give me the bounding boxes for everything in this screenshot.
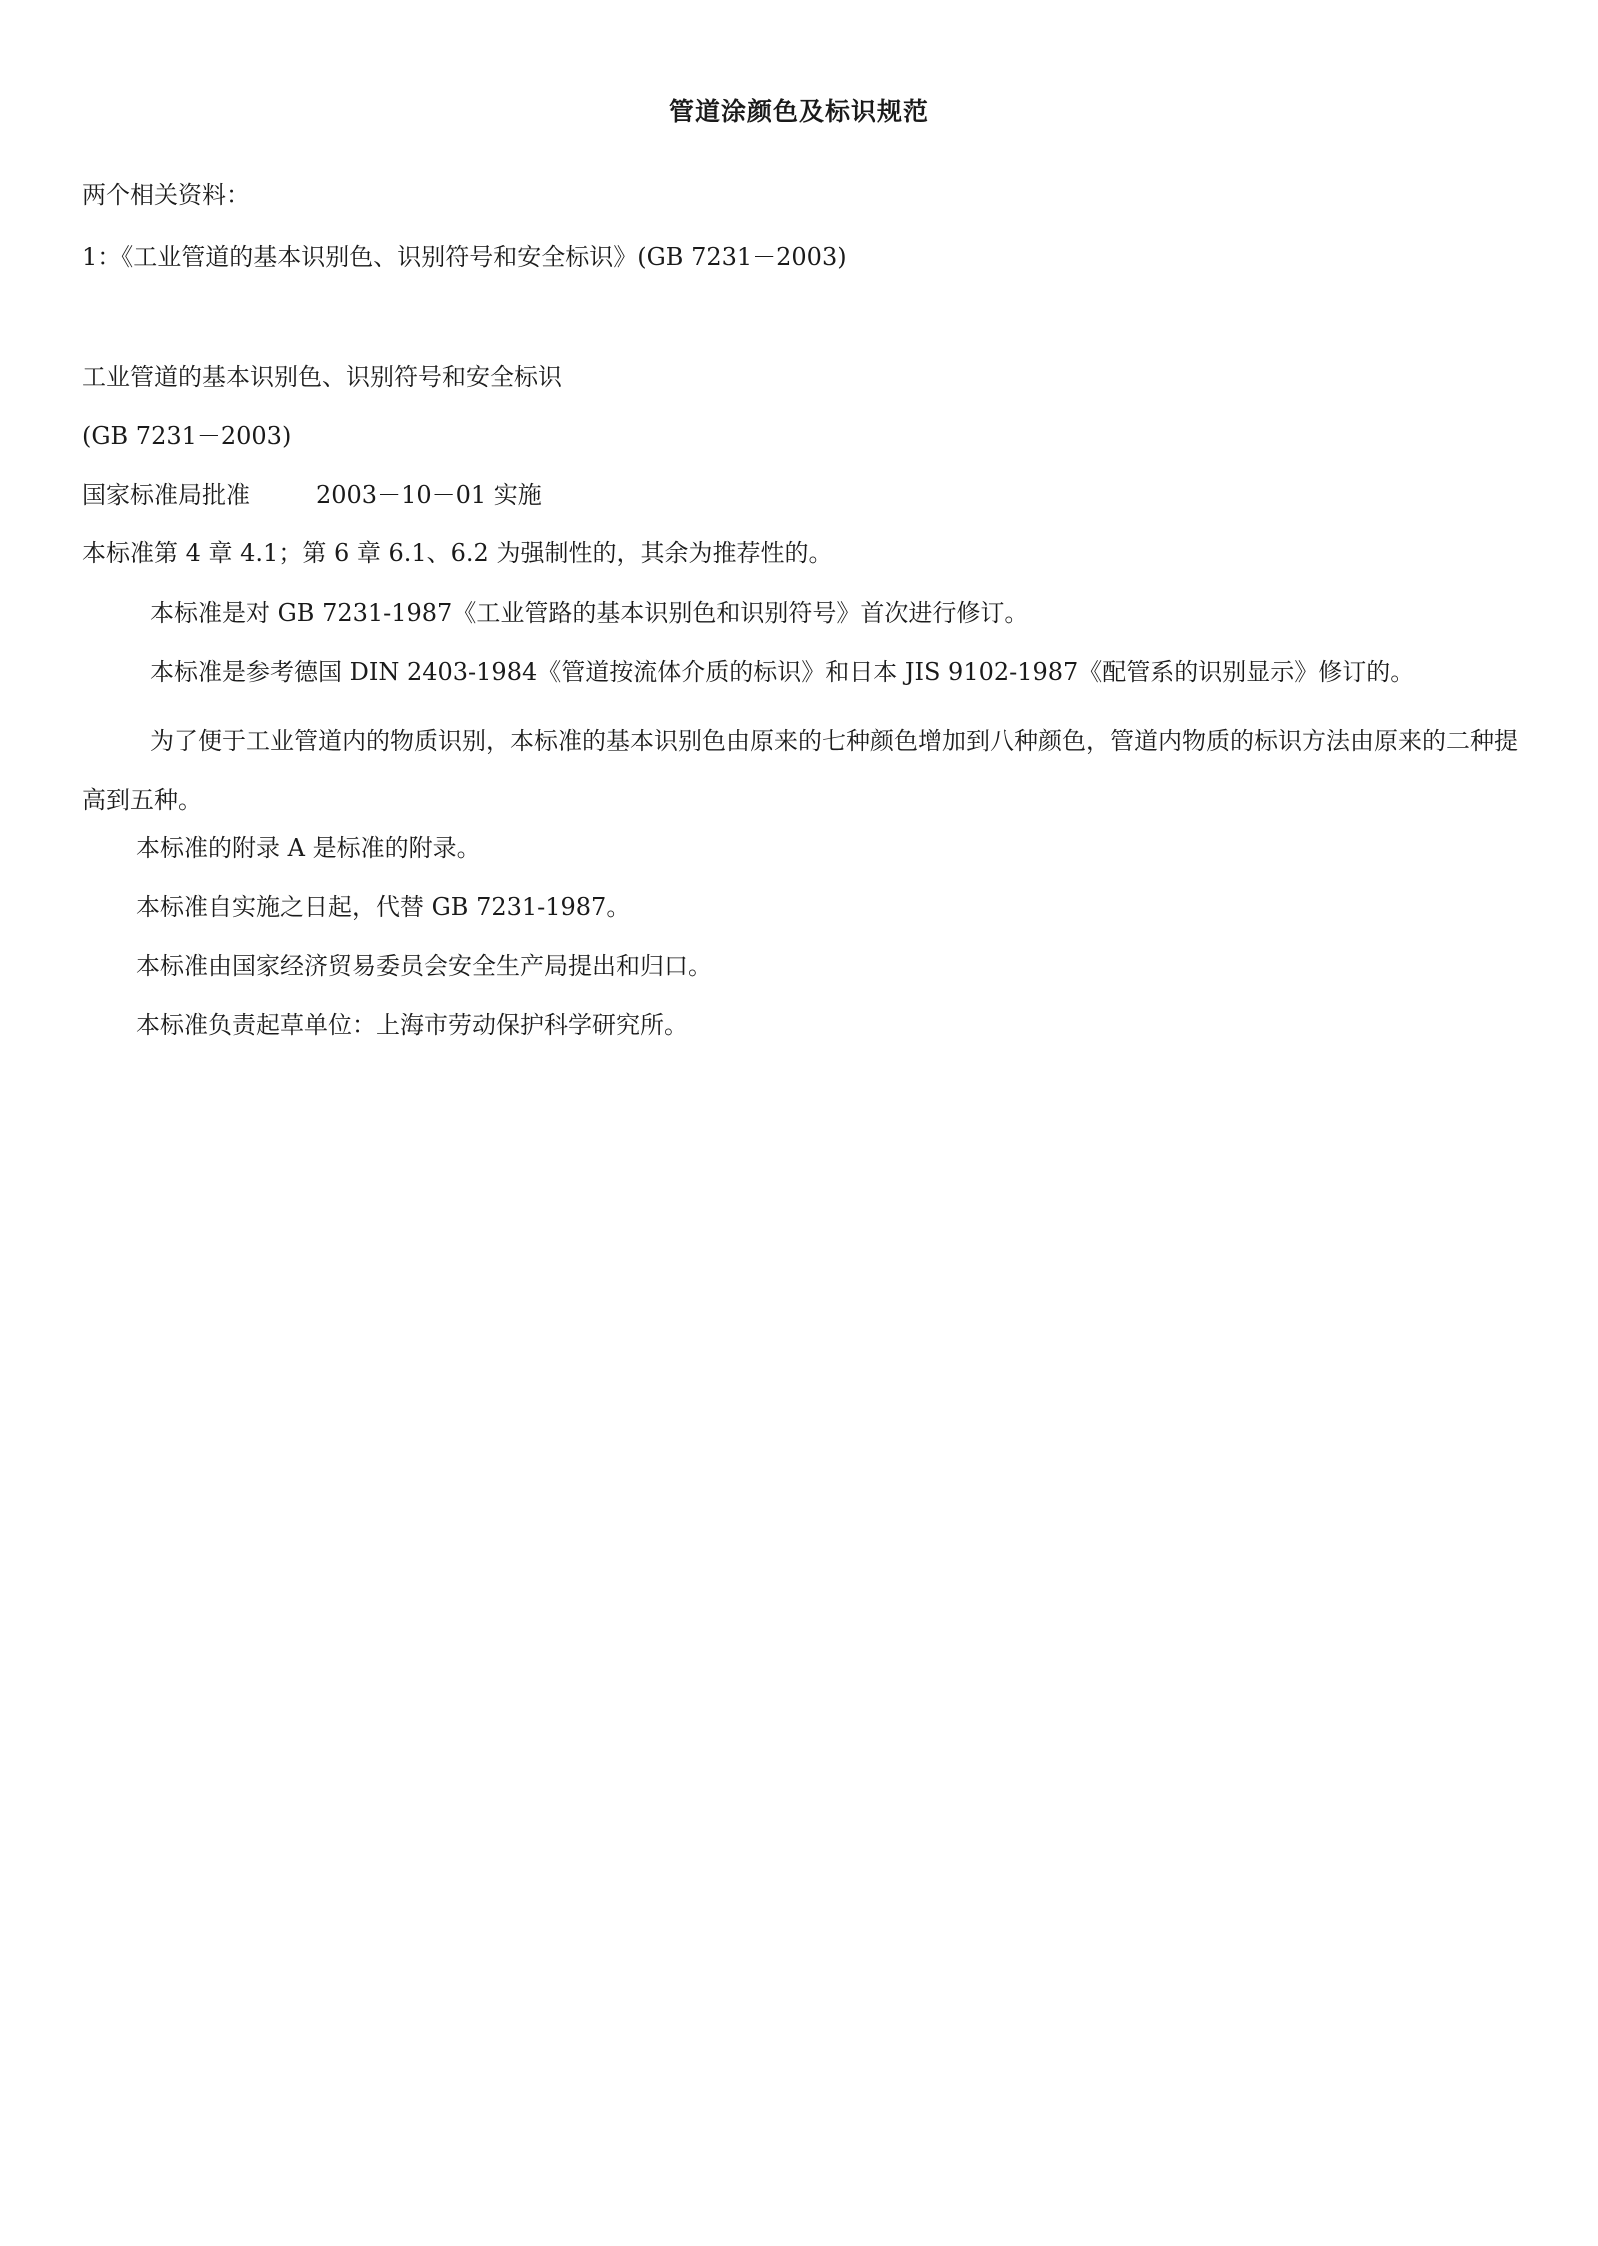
reference-paragraph: 本标准是参考德国 DIN 2403-1984《管道按流体介质的标识》和日本 JIS 9102-1987《配管系的识别显示》修订的。 bbox=[150, 658, 1415, 686]
purpose-paragraph: 为了便于工业管道内的物质识别，本标准的基本识别色由原来的七种颜色增加到八种颜色，管道内物质的标识方法由原来的二种提高到五种。 bbox=[82, 727, 1518, 814]
intro-line: 两个相关资料： bbox=[82, 181, 250, 209]
approval-authority: 国家标准局批准 bbox=[82, 481, 250, 509]
revision-paragraph: 本标准是对 GB 7231-1987《工业管路的基本识别色和识别符号》首次进行修订。 bbox=[150, 599, 1029, 627]
proposed-by-paragraph: 本标准由国家经济贸易委员会安全生产局提出和归口。 bbox=[136, 952, 712, 980]
approval-line bbox=[82, 478, 1522, 512]
reference-1: 1：《工业管道的基本识别色、识别符号和安全标识》(GB 7231－2003) bbox=[82, 243, 847, 271]
effective-date: 2003－10－01 实施 bbox=[316, 481, 542, 509]
standard-code: (GB 7231－2003) bbox=[82, 422, 292, 450]
drafter-paragraph: 本标准负责起草单位：上海市劳动保护科学研究所。 bbox=[136, 1011, 688, 1039]
standard-name: 工业管道的基本识别色、识别符号和安全标识 bbox=[82, 363, 562, 391]
appendix-paragraph: 本标准的附录 A 是标准的附录。 bbox=[136, 834, 481, 862]
replacement-paragraph: 本标准自实施之日起，代替 GB 7231-1987。 bbox=[136, 893, 631, 921]
mandatory-clause: 本标准第 4 章 4.1；第 6 章 6.1、6.2 为强制性的，其余为推荐性的。 bbox=[82, 539, 833, 567]
document-title: 管道涂颜色及标识规范 bbox=[668, 97, 929, 126]
